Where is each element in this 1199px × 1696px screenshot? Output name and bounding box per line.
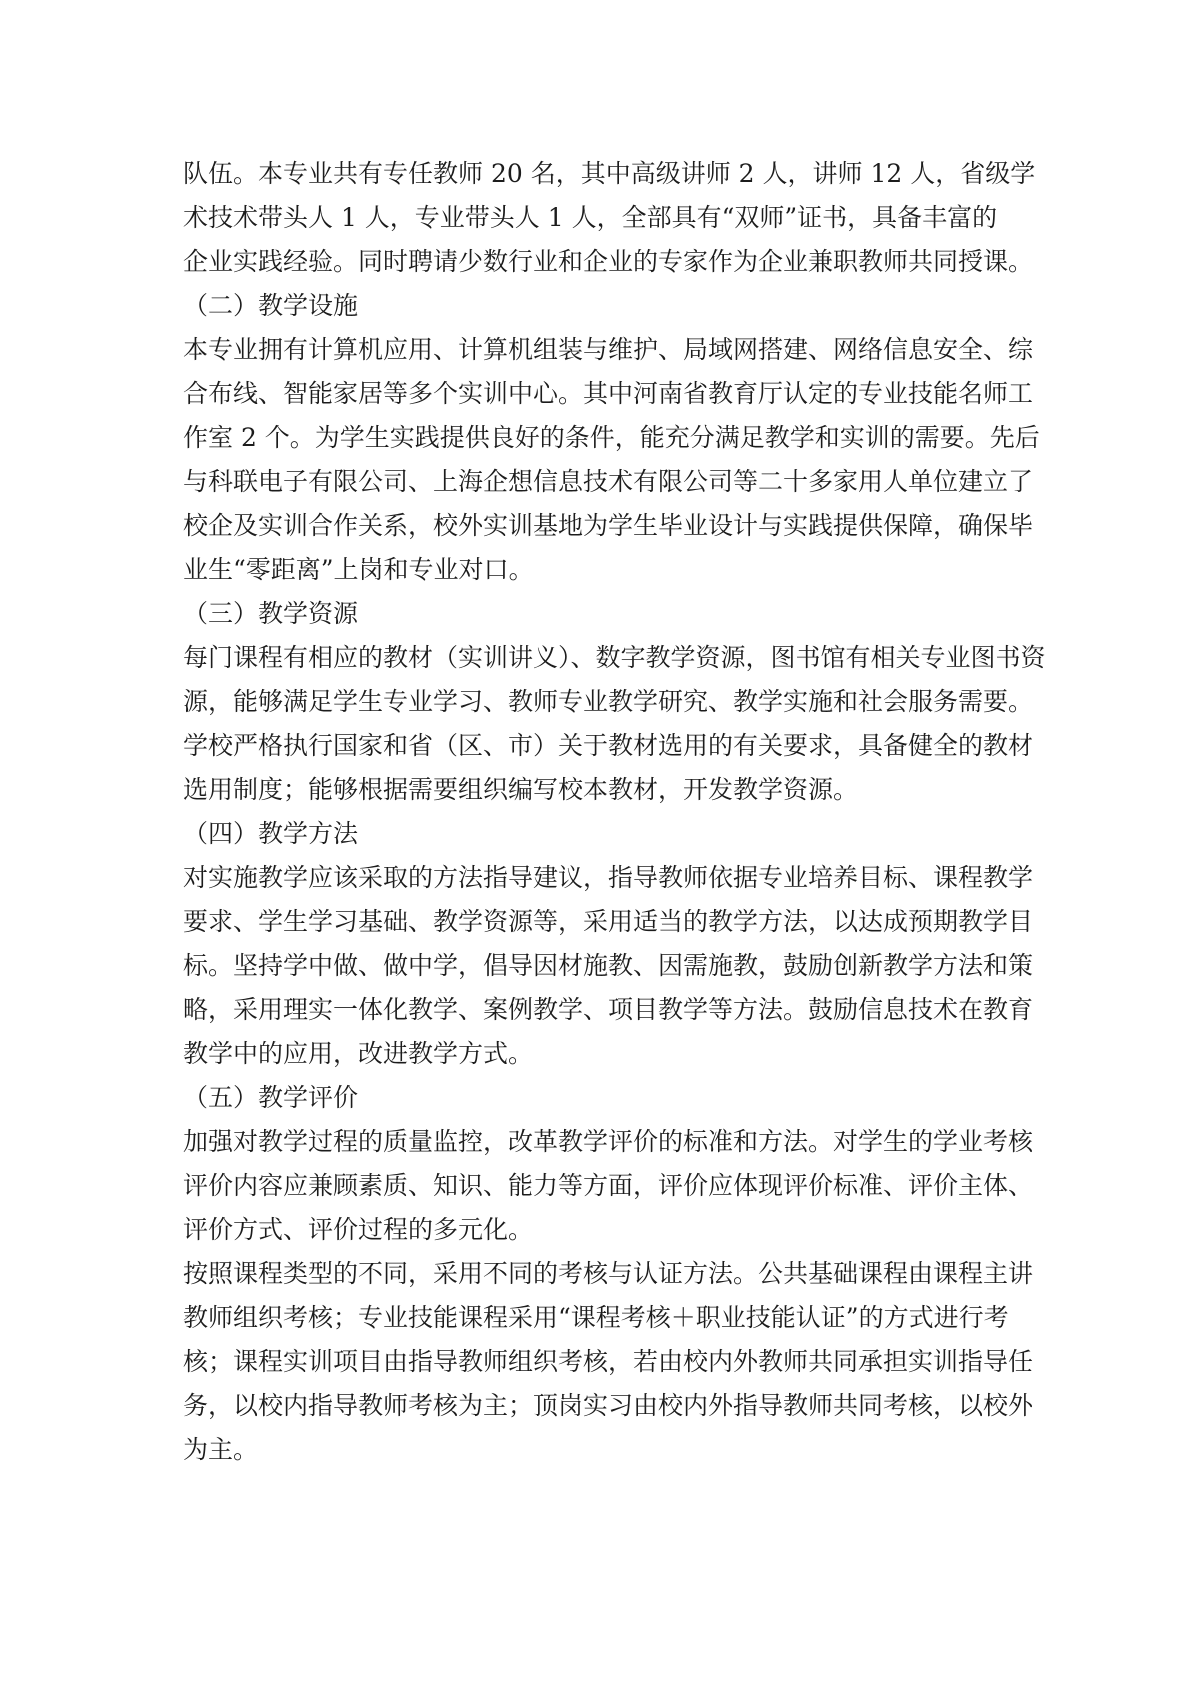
text-line: 队伍。本专业共有专任教师 20 名，其中高级讲师 2 人，讲师 12 人，省级学	[183, 159, 1036, 188]
teaching-methods-paragraph	[183, 856, 1043, 1076]
text-line: 术技术带头人 1 人，专业带头人 1 人，全部具有“双师”证书，具备丰富的	[183, 203, 998, 232]
text-line: 本专业拥有计算机应用、计算机组装与维护、局域网搭建、网络信息安全、综	[183, 335, 1034, 364]
text-line: 加强对教学过程的质量监控，改革教学评价的标准和方法。对学生的学业考核	[183, 1127, 1034, 1156]
text-line: 与科联电子有限公司、上海企想信息技术有限公司等二十多家用人单位建立了	[183, 467, 1034, 496]
heading-teaching-resources: （三）教学资源	[183, 599, 359, 628]
heading-teaching-methods: （四）教学方法	[183, 819, 359, 848]
heading-teaching-evaluation: （五）教学评价	[183, 1083, 359, 1112]
text-line: 务，以校内指导教师考核为主；顶岗实习由校内外指导教师共同考核，以校外	[183, 1391, 1034, 1420]
text-line: 教学中的应用，改进教学方式。	[183, 1039, 534, 1068]
text-line: 标。坚持学中做、做中学，倡导因材施教、因需施教，鼓励创新教学方法和策	[183, 951, 1034, 980]
text-line: 要求、学生学习基础、教学资源等，采用适当的教学方法，以达成预期教学目	[183, 907, 1034, 936]
text-line: 教师组织考核；专业技能课程采用“课程考核＋职业技能认证”的方式进行考	[183, 1303, 1009, 1332]
text-line: 学校严格执行国家和省（区、市）关于教材选用的有关要求，具备健全的教材	[183, 731, 1034, 760]
text-line: 每门课程有相应的教材（实训讲义）、数字教学资源，图书馆有相关专业图书资	[183, 643, 1046, 672]
text-line: 评价方式、评价过程的多元化。	[183, 1215, 534, 1244]
text-line: 合布线、智能家居等多个实训中心。其中河南省教育厅认定的专业技能名师工	[183, 379, 1034, 408]
faculty-team-paragraph	[183, 152, 1043, 284]
teaching-facilities-paragraph	[183, 328, 1043, 592]
text-line: 校企及实训合作关系，校外实训基地为学生毕业设计与实践提供保障，确保毕	[183, 511, 1034, 540]
document-body	[183, 152, 1046, 1472]
text-line: 源，能够满足学生专业学习、教师专业教学研究、教学实施和社会服务需要。	[183, 687, 1034, 716]
text-line: 作室 2 个。为学生实践提供良好的条件，能充分满足教学和实训的需要。先后	[183, 423, 1040, 452]
text-line: 对实施教学应该采取的方法指导建议，指导教师依据专业培养目标、课程教学	[183, 863, 1034, 892]
text-line: 评价内容应兼顾素质、知识、能力等方面，评价应体现评价标准、评价主体、	[183, 1171, 1034, 1200]
assessment-methods-paragraph	[183, 1252, 1043, 1472]
text-line: 核；课程实训项目由指导教师组织考核，若由校内外教师共同承担实训指导任	[183, 1347, 1034, 1376]
text-line: 业生“零距离”上岗和专业对口。	[183, 555, 534, 584]
text-line: 选用制度；能够根据需要组织编写校本教材，开发教学资源。	[183, 775, 859, 804]
text-line: 按照课程类型的不同，采用不同的考核与认证方法。公共基础课程由课程主讲	[183, 1259, 1034, 1288]
heading-teaching-facilities: （二）教学设施	[183, 291, 359, 320]
text-line: 企业实践经验。同时聘请少数行业和企业的专家作为企业兼职教师共同授课。	[183, 247, 1034, 276]
teaching-evaluation-paragraph	[183, 1120, 1043, 1252]
text-line: 为主。	[183, 1435, 259, 1464]
text-line: 略，采用理实一体化教学、案例教学、项目教学等方法。鼓励信息技术在教育	[183, 995, 1034, 1024]
teaching-resources-paragraph	[183, 636, 1046, 812]
